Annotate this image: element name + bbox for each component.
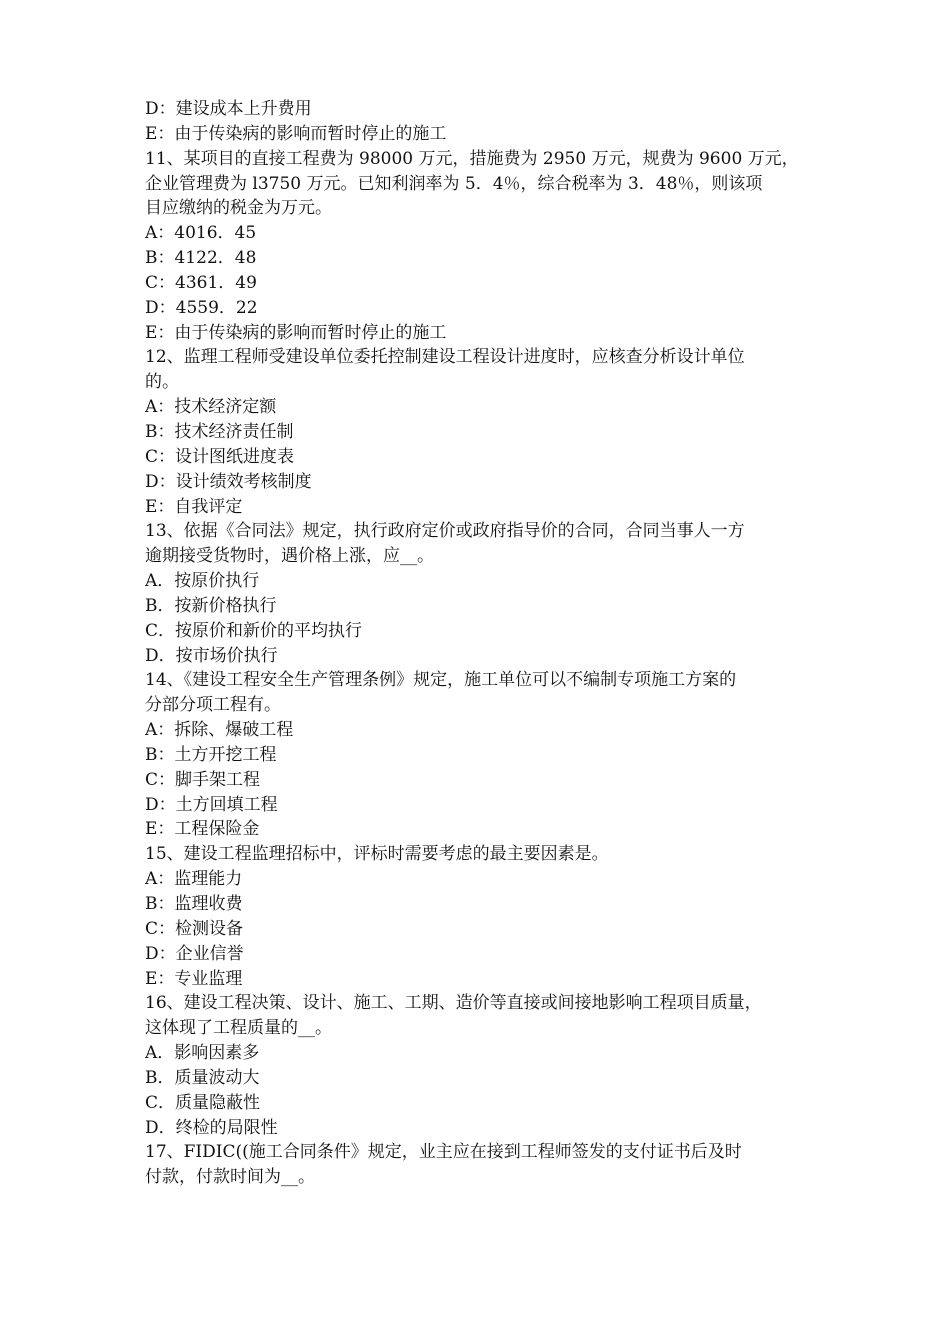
answer-option: D．按市场价执行 bbox=[145, 645, 278, 666]
question-text-line: 13、依据《合同法》规定，执行政府定价或政府指导价的合同，合同当事人一方 bbox=[145, 521, 745, 542]
answer-option: C：检测设备 bbox=[145, 918, 244, 939]
answer-option: C：脚手架工程 bbox=[145, 769, 261, 790]
answer-option: C：4361．49 bbox=[145, 272, 257, 293]
answer-option: A．按原价执行 bbox=[145, 571, 260, 592]
answer-option: E：由于传染病的影响而暂时停止的施工 bbox=[145, 123, 447, 144]
answer-option: D：企业信誉 bbox=[145, 943, 244, 964]
question-text-line: 逾期接受货物时，遇价格上涨，应__。 bbox=[145, 546, 434, 567]
answer-option: E：由于传染病的影响而暂时停止的施工 bbox=[145, 322, 447, 343]
document-page bbox=[145, 97, 820, 1190]
answer-option: A：4016．45 bbox=[145, 223, 257, 244]
question-text-line: 企业管理费为 l3750 万元。已知利润率为 5．4％，综合税率为 3．48％，则该项 bbox=[145, 173, 763, 194]
answer-option: B：技术经济责任制 bbox=[145, 421, 294, 442]
answer-option: A：拆除、爆破工程 bbox=[145, 720, 294, 741]
question-text-line: 的。 bbox=[145, 372, 179, 393]
answer-option: B．按新价格执行 bbox=[145, 595, 277, 616]
answer-option: C．质量隐蔽性 bbox=[145, 1092, 261, 1113]
question-text-line: 分部分项工程有。 bbox=[145, 695, 281, 716]
answer-option: A：技术经济定额 bbox=[145, 397, 277, 418]
question-text-line: 16、建设工程决策、设计、施工、工期、造价等直接或间接地影响工程项目质量， bbox=[145, 993, 762, 1014]
question-text-line: 17、FIDIC((施工合同条件》规定，业主应在接到工程师签发的支付证书后及时 bbox=[145, 1142, 742, 1163]
answer-option: D：设计绩效考核制度 bbox=[145, 471, 312, 492]
answer-option: A．影响因素多 bbox=[145, 1043, 260, 1064]
question-text-line: 11、某项目的直接工程费为 98000 万元，措施费为 2950 万元，规费为 9600 万元， bbox=[145, 148, 799, 169]
answer-option: E：工程保险金 bbox=[145, 819, 260, 840]
answer-option: D：土方回填工程 bbox=[145, 794, 278, 815]
answer-option: D：建设成本上升费用 bbox=[145, 99, 312, 119]
answer-option: B：土方开挖工程 bbox=[145, 744, 277, 765]
answer-option: E：专业监理 bbox=[145, 968, 243, 989]
question-text-line: 15、建设工程监理招标中，评标时需要考虑的最主要因素是。 bbox=[145, 844, 609, 865]
answer-option: A：监理能力 bbox=[145, 869, 243, 890]
question-text-line: 这体现了工程质量的__。 bbox=[145, 1018, 332, 1039]
question-text-line: 12、监理工程师受建设单位委托控制建设工程设计进度时，应核查分析设计单位 bbox=[145, 347, 745, 368]
answer-option: D：4559．22 bbox=[145, 297, 258, 318]
answer-option: C：设计图纸进度表 bbox=[145, 446, 295, 467]
answer-option: B．质量波动大 bbox=[145, 1067, 260, 1088]
question-text-line: 付款，付款时间为__。 bbox=[145, 1167, 315, 1188]
answer-option: B：4122．48 bbox=[145, 248, 257, 269]
answer-option: C．按原价和新价的平均执行 bbox=[145, 620, 363, 641]
question-text-line: 目应缴纳的税金为万元。 bbox=[145, 198, 332, 219]
question-text-line: 14、《建设工程安全生产管理条例》规定，施工单位可以不编制专项施工方案的 bbox=[145, 670, 737, 691]
answer-option: B：监理收费 bbox=[145, 894, 243, 914]
answer-option: E：自我评定 bbox=[145, 496, 243, 517]
answer-option: D．终检的局限性 bbox=[145, 1117, 278, 1138]
